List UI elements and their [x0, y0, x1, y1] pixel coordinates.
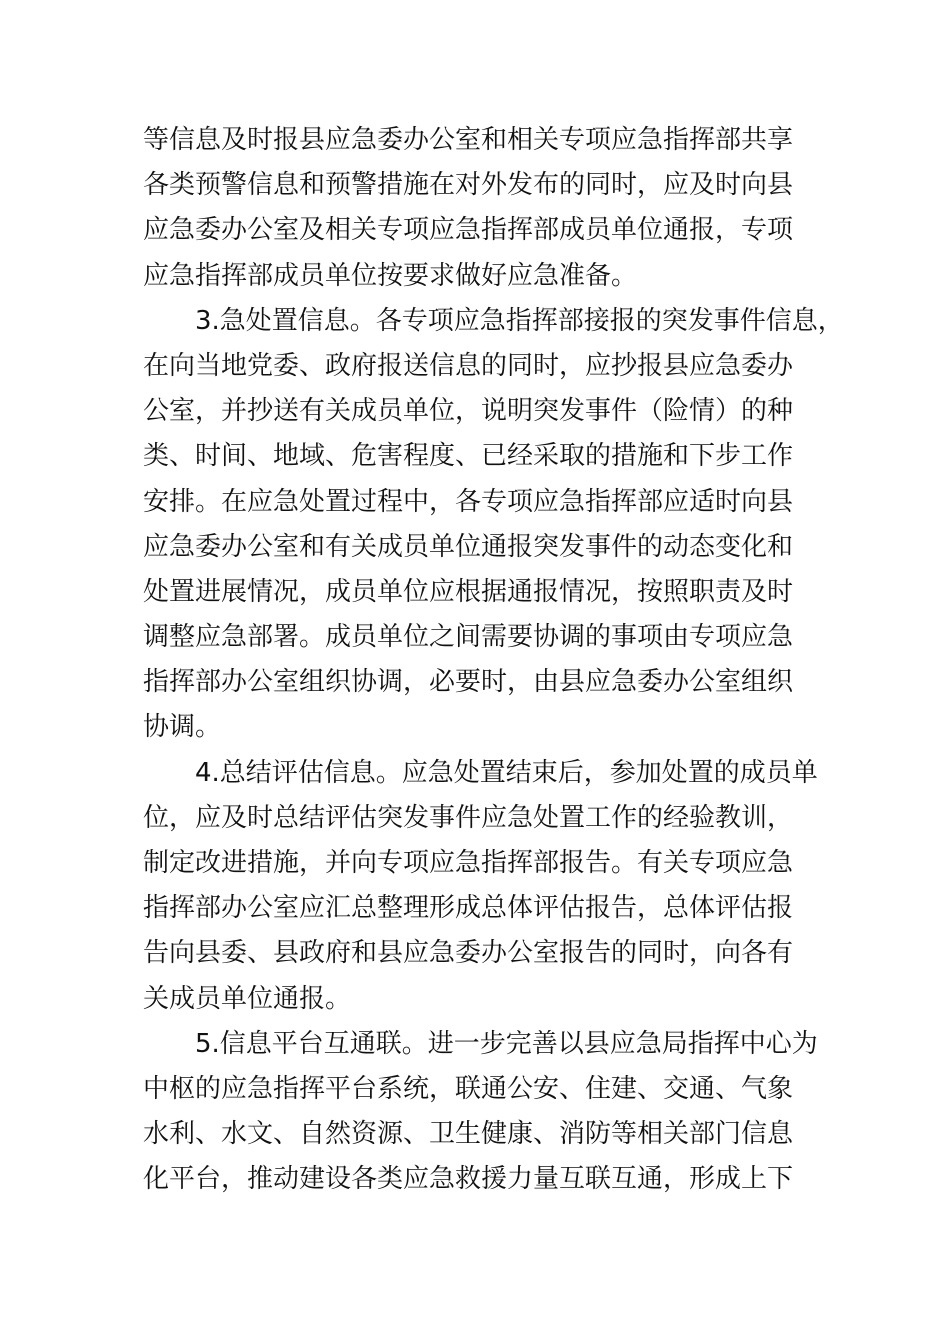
- text-line: 处置进展情况，成员单位应根据通报情况，按照职责及时: [143, 576, 794, 607]
- text-line: 指挥部办公室应汇总整理形成总体评估报告，总体评估报: [143, 893, 794, 924]
- text-line: 应急委办公室及相关专项应急指挥部成员单位通报，专项: [143, 215, 794, 246]
- text-line: 关成员单位通报。: [143, 983, 352, 1014]
- text-line: 中枢的应急指挥平台系统，联通公安、住建、交通、气象: [143, 1073, 794, 1104]
- text-line: 各类预警信息和预警措施在对外发布的同时，应及时向县: [143, 170, 794, 201]
- text-line: 应急指挥部成员单位按要求做好应急准备。: [143, 260, 638, 291]
- text-line: 在向当地党委、政府报送信息的同时，应抄报县应急委办: [143, 350, 794, 381]
- text-line: 指挥部办公室组织协调，必要时，由县应急委办公室组织: [143, 667, 794, 698]
- paragraph-4: [143, 1022, 823, 1203]
- text-line: 3.急处置信息。各专项应急指挥部接报的突发事件信息，: [195, 305, 844, 336]
- text-line: 调整应急部署。成员单位之间需要协调的事项由专项应急: [143, 622, 794, 653]
- text-line: 应急委办公室和有关成员单位通报突发事件的动态变化和: [143, 531, 794, 562]
- text-line: 安排。在应急处置过程中，各专项应急指挥部应适时向县: [143, 486, 794, 517]
- text-line: 等信息及时报县应急委办公室和相关专项应急指挥部共享: [143, 125, 794, 155]
- paragraph-1: [143, 118, 823, 299]
- text-line: 协调。: [143, 712, 222, 743]
- text-line: 制定改进措施，并向专项应急指挥部报告。有关专项应急: [143, 848, 794, 878]
- text-line: 类、时间、地域、危害程度、已经采取的措施和下步工作: [143, 441, 794, 472]
- text-line: 化平台，推动建设各类应急救援力量互联互通，形成上下: [143, 1164, 794, 1195]
- text-line: 5.信息平台互通联。进一步完善以县应急局指挥中心为: [195, 1028, 818, 1059]
- body-text: [143, 118, 844, 1203]
- paragraph-2: [143, 299, 844, 751]
- text-line: 水利、水文、自然资源、卫生健康、消防等相关部门信息: [143, 1119, 794, 1150]
- text-line: 位，应及时总结评估突发事件应急处置工作的经验教训，: [143, 802, 794, 833]
- text-line: 公室，并抄送有关成员单位，说明突发事件（险情）的种: [143, 396, 794, 427]
- paragraph-3: [143, 751, 823, 1022]
- text-line: 告向县委、县政府和县应急委办公室报告的同时，向各有: [143, 938, 794, 969]
- text-line: 4.总结评估信息。应急处置结束后，参加处置的成员单: [195, 757, 818, 788]
